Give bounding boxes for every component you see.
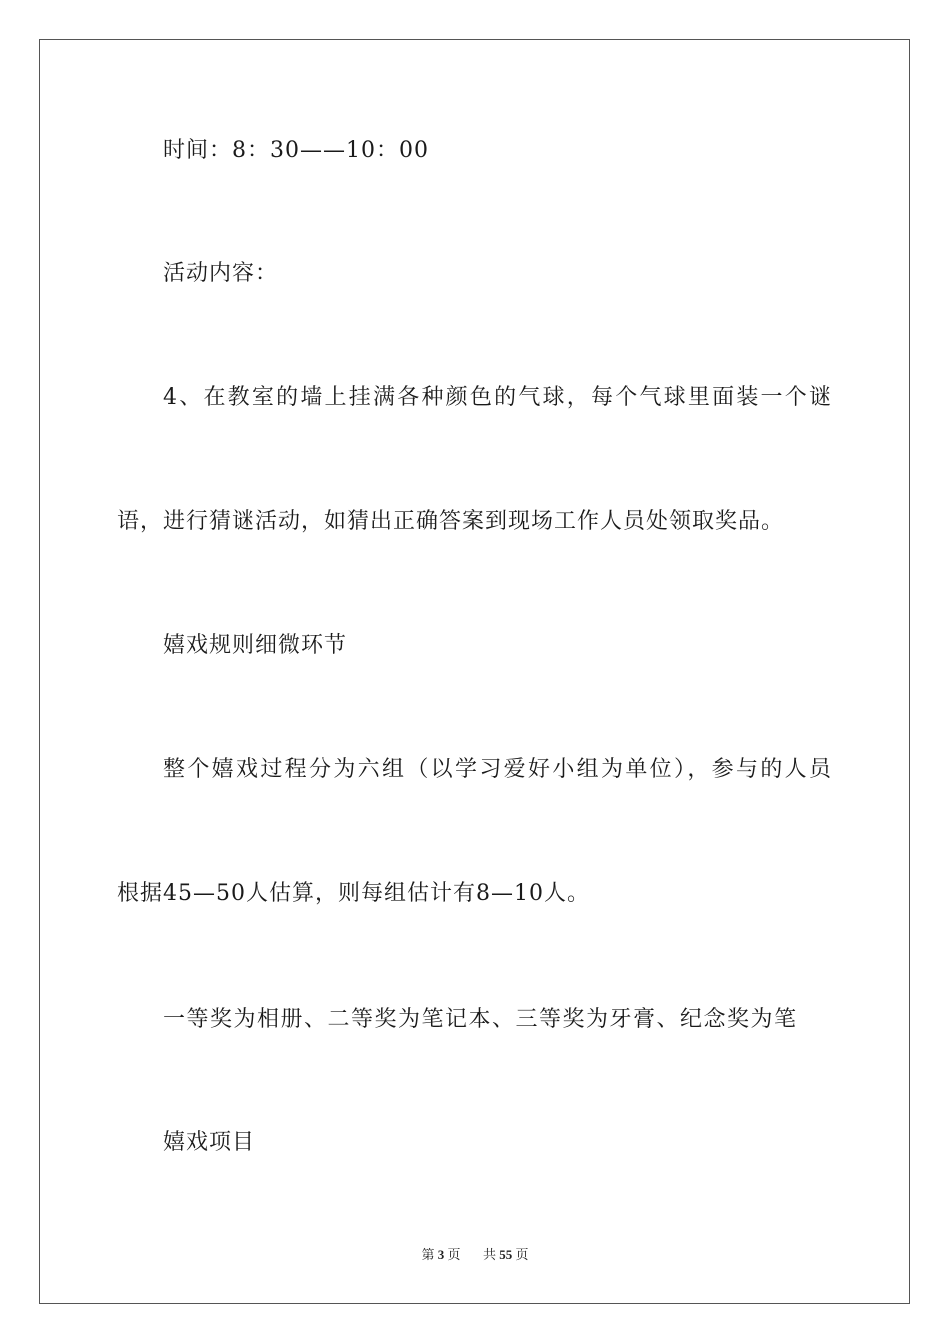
paragraph-line: 根据45—50人估算，则每组估计有8—10人。 [117, 881, 590, 906]
footer-total-suffix: 页 [515, 1247, 529, 1262]
footer-page-prefix: 第 [421, 1247, 435, 1262]
game-items-heading: 嬉戏项目 [163, 1130, 256, 1155]
footer-total-pages: 55 [499, 1247, 513, 1262]
paragraph-line: 一等奖为相册、二等奖为笔记本、三等奖为牙膏、纪念奖为笔 [163, 1007, 798, 1032]
activity-content-heading: 活动内容： [163, 261, 279, 286]
time-line: 时间：8：30——10：00 [163, 138, 429, 163]
page-border [39, 39, 910, 1304]
paragraph-line: 4、在教室的墙上挂满各种颜色的气球，每个气球里面装一个谜 [163, 385, 831, 410]
footer-page-suffix: 页 [447, 1247, 461, 1262]
footer-total-prefix: 共 [483, 1247, 497, 1262]
page-footer [0, 1246, 950, 1264]
footer-page-number: 3 [437, 1247, 445, 1262]
paragraph-line: 整个嬉戏过程分为六组（以学习爱好小组为单位），参与的人员 [163, 757, 831, 782]
paragraph-line: 语，进行猜谜活动，如猜出正确答案到现场工作人员处领取奖品。 [117, 509, 785, 534]
game-rules-heading: 嬉戏规则细微环节 [163, 633, 348, 658]
